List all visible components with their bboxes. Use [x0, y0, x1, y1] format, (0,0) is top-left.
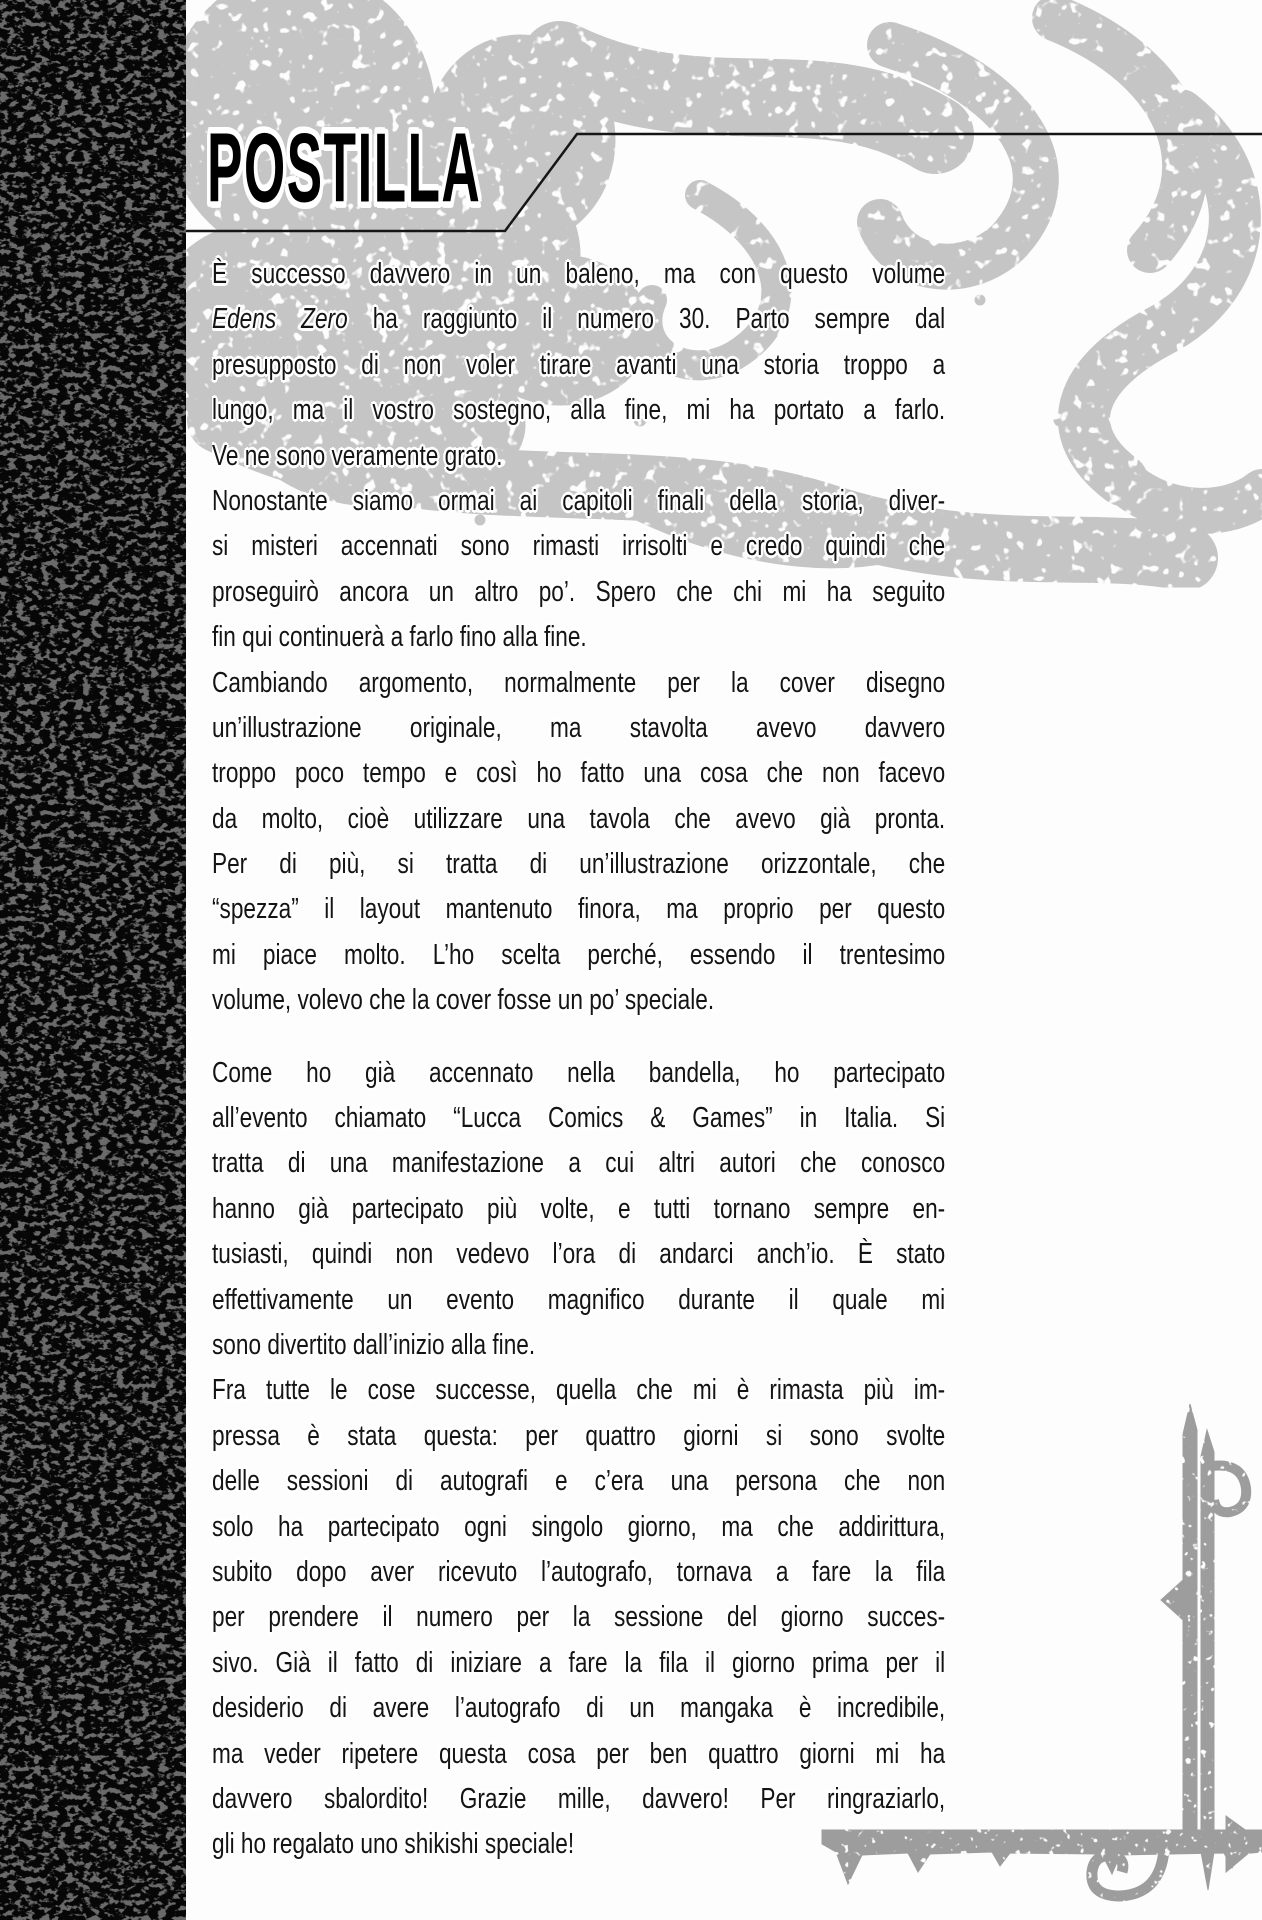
- afterword-paragraph-block: [212, 1051, 945, 1868]
- text-line: [212, 479, 945, 524]
- text-segment: volume, volevo che la cover fosse un po’ speciale.: [212, 984, 715, 1017]
- text-line: [212, 252, 945, 297]
- text-line: [212, 1368, 945, 1413]
- text-segment: Ve ne sono veramente grato.: [212, 439, 503, 472]
- text-segment: da molto, cioè utilizzare una tavola che avevo già pronta.: [212, 802, 946, 835]
- text-segment: effettivamente un evento magnifico durante il quale mi: [212, 1283, 946, 1316]
- text-line: [212, 1822, 945, 1867]
- text-line: [212, 1051, 945, 1096]
- text-segment: ma veder ripetere questa cosa per ben quattro giorni mi ha: [212, 1737, 946, 1770]
- text-segment: subito dopo aver ricevuto l’autografo, tornava a fare la fila: [212, 1555, 946, 1588]
- text-segment: proseguirò ancora un altro po’. Spero che chi mi ha seguito: [212, 575, 946, 608]
- text-line: [212, 706, 945, 751]
- afterword-text: [212, 252, 945, 1895]
- text-line: [212, 1278, 945, 1323]
- text-segment: sivo. Già il fatto di iniziare a fare la fila il giorno prima per il: [212, 1646, 946, 1679]
- text-segment: Fra tutte le cose successe, quella che mi è rimasta più im-: [212, 1374, 946, 1407]
- text-segment: delle sessioni di autografi e c’era una persona che non: [212, 1465, 946, 1498]
- text-line: [212, 797, 945, 842]
- text-line: [212, 1505, 945, 1550]
- text-segment: all’evento chiamato “Lucca Comics & Games” in Italia. Si: [212, 1102, 946, 1135]
- text-line: [212, 434, 945, 479]
- text-line: [212, 933, 945, 978]
- text-line: [212, 1096, 945, 1141]
- text-segment: hanno già partecipato più volte, e tutti tornano sempre en-: [212, 1192, 946, 1225]
- text-line: [212, 842, 945, 887]
- text-segment: davvero sbalordito! Grazie mille, davvero! Per ringraziarlo,: [212, 1782, 946, 1815]
- page-title: POSTILLA: [207, 113, 482, 224]
- text-line: [212, 1414, 945, 1459]
- text-segment: presupposto di non voler tirare avanti una storia troppo a: [212, 348, 946, 381]
- text-line: [212, 615, 945, 660]
- text-line: [212, 1777, 945, 1822]
- text-line: [212, 978, 945, 1023]
- afterword-paragraph-block: [212, 252, 945, 1024]
- left-strip: [0, 0, 186, 1920]
- text-segment: troppo poco tempo e così ho fatto una cosa che non facevo: [212, 757, 946, 790]
- text-segment: È successo davvero in un baleno, ma con questo volume: [212, 258, 946, 290]
- text-line: [212, 751, 945, 796]
- text-line: [212, 1232, 945, 1277]
- strip-noise-texture: [0, 0, 186, 1920]
- text-line: [212, 1686, 945, 1731]
- text-segment: fin qui continuerà a farlo fino alla fine.: [212, 621, 587, 654]
- text-line: [212, 343, 945, 388]
- text-line: [212, 1323, 945, 1368]
- text-line: [212, 1732, 945, 1777]
- text-line: [212, 1550, 945, 1595]
- text-segment: ha raggiunto il numero 30. Parto sempre dal: [347, 303, 946, 336]
- text-segment: mi piace molto. L’ho scelta perché, essendo il trentesimo: [212, 938, 946, 971]
- text-segment: Cambiando argomento, normalmente per la cover disegno: [212, 666, 946, 699]
- text-segment: tratta di una manifestazione a cui altri autori che conosco: [212, 1147, 946, 1180]
- text-segment: solo ha partecipato ogni singolo giorno, ma che addirittura,: [212, 1510, 946, 1543]
- text-segment: per prendere il numero per la sessione del giorno succes-: [212, 1601, 946, 1634]
- header-rule-line: [0, 0, 1262, 260]
- text-segment: “spezza” il layout mantenuto finora, ma proprio per questo: [212, 893, 946, 926]
- text-segment: un’illustrazione originale, ma stavolta avevo davvero: [212, 711, 946, 744]
- text-line: [212, 297, 945, 342]
- text-segment: tusiasti, quindi non vedevo l’ora di andarci anch’io. È stato: [212, 1238, 946, 1271]
- text-line: [212, 570, 945, 615]
- text-segment: desiderio di avere l’autografo di un mangaka è incredibile,: [212, 1692, 946, 1725]
- text-line: [212, 1595, 945, 1640]
- text-line: [212, 1141, 945, 1186]
- text-line: [212, 1641, 945, 1686]
- text-segment: lungo, ma il vostro sostegno, alla fine, mi ha portato a farlo.: [212, 394, 946, 427]
- text-line: [212, 887, 945, 932]
- text-line: [212, 1459, 945, 1504]
- text-segment: gli ho regalato uno shikishi speciale!: [212, 1828, 575, 1861]
- text-line: [212, 661, 945, 706]
- text-segment: sono divertito dall’inizio alla fine.: [212, 1328, 536, 1361]
- text-line: [212, 524, 945, 569]
- text-segment: si misteri accennati sono rimasti irrisolti e credo quindi che: [212, 530, 946, 563]
- series-title-italic: Edens Zero: [212, 303, 348, 336]
- text-segment: Per di più, si tratta di un’illustrazione orizzontale, che: [212, 848, 946, 881]
- text-segment: pressa è stata questa: per quattro giorni si sono svolte: [212, 1419, 946, 1452]
- text-line: [212, 388, 945, 433]
- text-line: [212, 1187, 945, 1232]
- text-segment: Nonostante siamo ormai ai capitoli finali della storia, diver-: [212, 484, 946, 517]
- text-segment: Come ho già accennato nella bandella, ho partecipato: [212, 1056, 946, 1089]
